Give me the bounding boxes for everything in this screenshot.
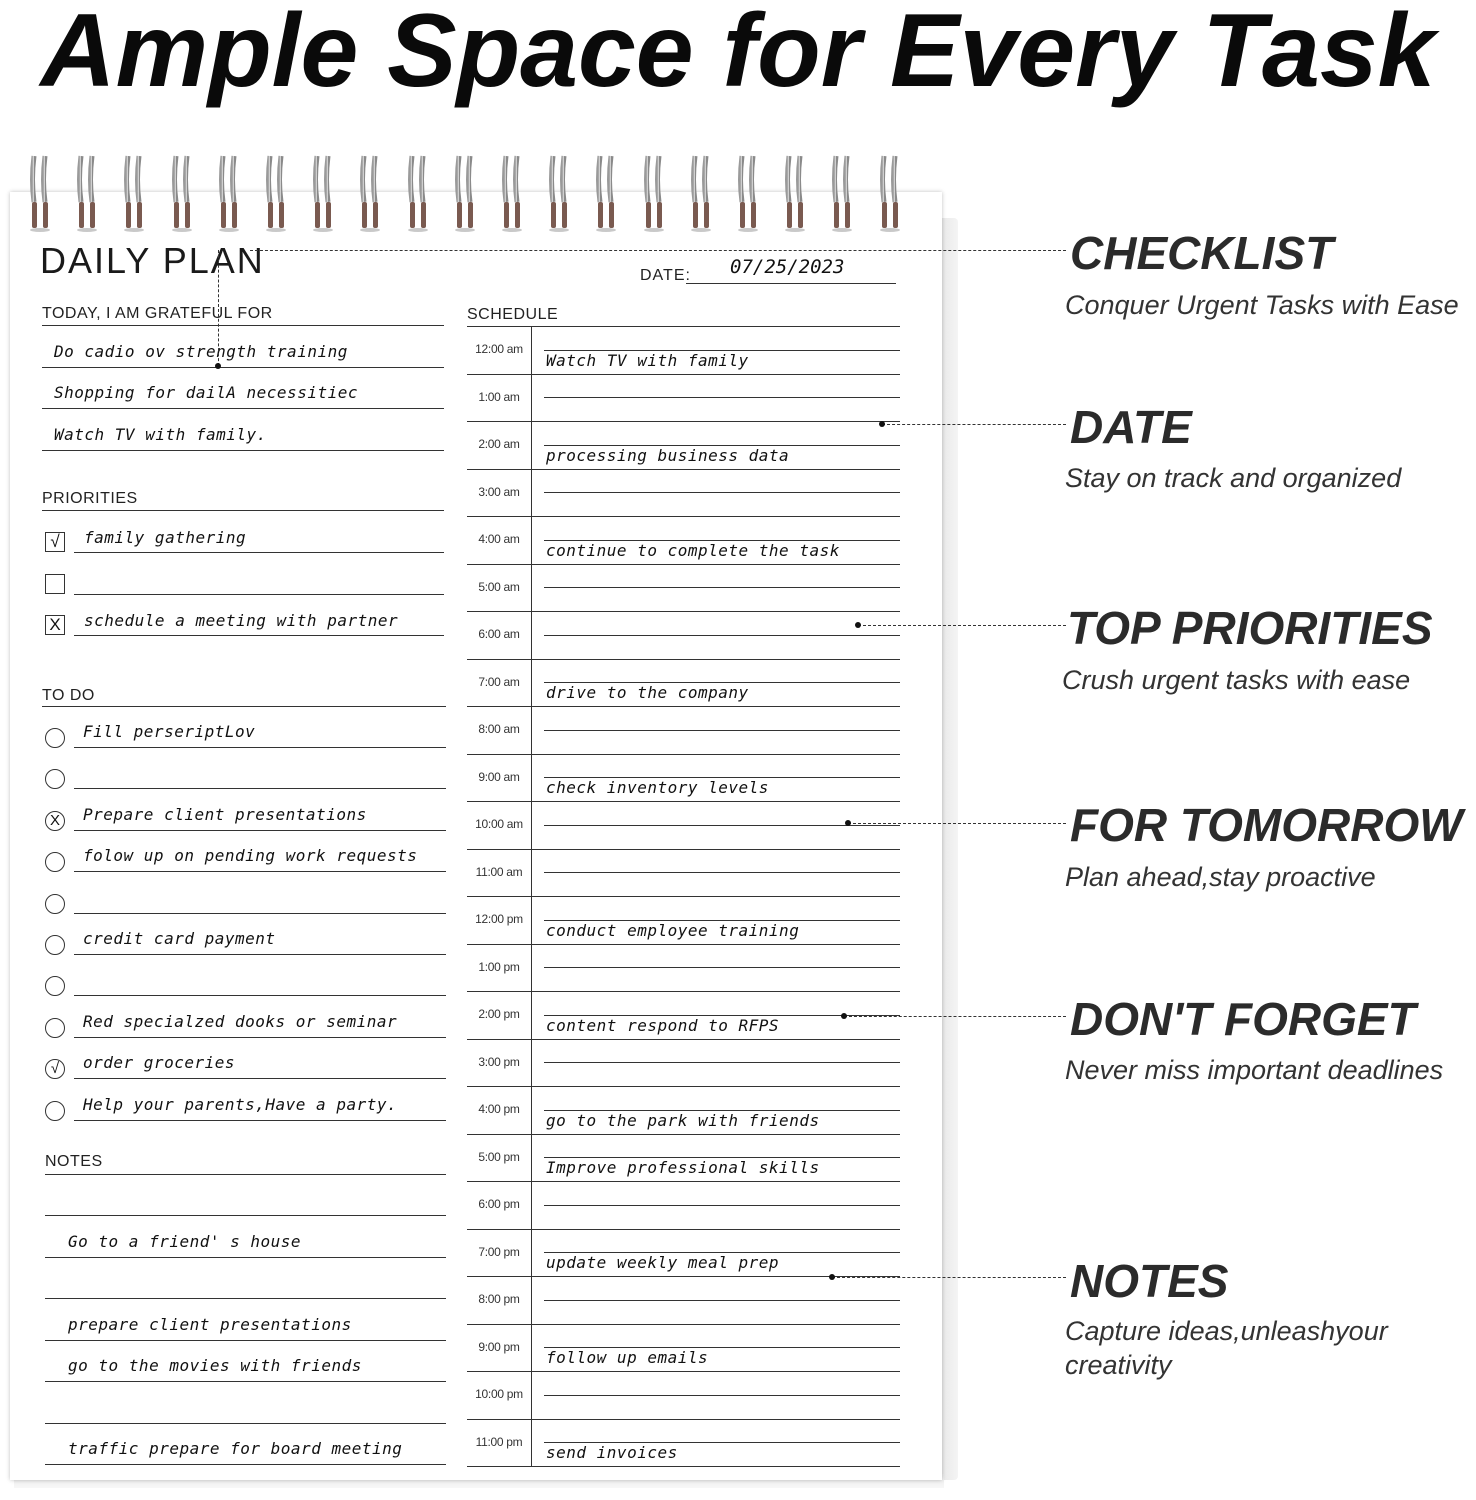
spiral-ring xyxy=(75,150,103,232)
priorities-label: PRIORITIES xyxy=(42,490,138,507)
schedule-hour-line xyxy=(467,1229,900,1230)
schedule-hour-line xyxy=(467,849,900,850)
spiral-ring xyxy=(830,150,858,232)
date-value: 07/25/2023 xyxy=(730,256,845,278)
planner-title: DAILY PLAN xyxy=(40,240,265,281)
schedule-entry: Improve professional skills xyxy=(546,1158,820,1177)
spiral-ring xyxy=(736,150,764,232)
todo-line xyxy=(74,1078,446,1079)
schedule-time: 6:00 am xyxy=(478,627,520,641)
schedule-label: SCHEDULE xyxy=(467,306,559,323)
todo-checkbox[interactable]: X xyxy=(45,811,65,831)
schedule-hour-line xyxy=(467,1086,900,1087)
todo-checkbox[interactable] xyxy=(45,935,65,955)
todo-line xyxy=(74,747,446,748)
schedule-hour-line xyxy=(467,421,900,422)
todo-line xyxy=(74,995,446,996)
todo-line xyxy=(74,913,446,914)
spiral-ring xyxy=(642,150,670,232)
schedule-entry: conduct employee training xyxy=(546,921,800,940)
callout-dot xyxy=(855,622,861,628)
callout-dot xyxy=(841,1013,847,1019)
notes-line xyxy=(45,1464,446,1465)
checklist-leader-vertical xyxy=(218,250,219,366)
notes-line xyxy=(45,1381,446,1382)
schedule-hour-line xyxy=(467,659,900,660)
callout-subtitle: Stay on track and organized xyxy=(1065,463,1402,493)
schedule-entry: Watch TV with family xyxy=(546,351,749,370)
schedule-hour-line xyxy=(467,896,900,897)
callout-subtitle: Crush urgent tasks with ease xyxy=(1062,665,1411,695)
callout-subtitle: Never miss important deadlines xyxy=(1065,1055,1444,1085)
callout-dot xyxy=(829,1274,835,1280)
schedule-time: 2:00 am xyxy=(478,437,520,451)
todo-header-line xyxy=(42,706,446,707)
grateful-line xyxy=(42,367,444,368)
grateful-item: Watch TV with family. xyxy=(54,425,267,444)
schedule-hour-line xyxy=(467,1134,900,1135)
priority-line xyxy=(74,594,444,595)
todo-checkbox[interactable] xyxy=(45,728,65,748)
todo-checkbox[interactable] xyxy=(45,769,65,789)
schedule-time: 11:00 am xyxy=(475,865,523,879)
schedule-time: 2:00 pm xyxy=(478,1007,520,1021)
grateful-item: Do cadio ov strength training xyxy=(54,342,348,361)
schedule-half-line xyxy=(544,492,900,493)
spiral-ring xyxy=(122,150,150,232)
callout-title: FOR TOMORROW xyxy=(1070,799,1463,851)
schedule-entry: update weekly meal prep xyxy=(546,1253,780,1272)
schedule-hour-line xyxy=(467,1039,900,1040)
callout-leader-line xyxy=(844,1016,1066,1017)
notes-item: prepare client presentations xyxy=(68,1315,352,1334)
schedule-hour-line xyxy=(467,1466,900,1467)
schedule-entry: send invoices xyxy=(546,1443,678,1462)
schedule-entry: go to the park with friends xyxy=(546,1111,820,1130)
schedule-time: 9:00 pm xyxy=(478,1340,520,1354)
schedule-time: 5:00 am xyxy=(478,580,520,594)
schedule-hour-line xyxy=(467,991,900,992)
notes-line xyxy=(45,1215,446,1216)
notes-line xyxy=(45,1423,446,1424)
schedule-half-line xyxy=(544,635,900,636)
todo-item: folow up on pending work requests xyxy=(83,846,418,865)
schedule-time: 8:00 pm xyxy=(478,1292,520,1306)
todo-checkbox[interactable] xyxy=(45,976,65,996)
schedule-half-line xyxy=(544,397,900,398)
spiral-ring xyxy=(878,150,906,232)
callout-dot xyxy=(845,820,851,826)
grateful-line xyxy=(42,450,444,451)
schedule-hour-line xyxy=(467,1181,900,1182)
spiral-ring xyxy=(406,150,434,232)
todo-label: TO DO xyxy=(42,687,95,704)
priority-checkbox[interactable] xyxy=(45,574,65,594)
grateful-line xyxy=(42,408,444,409)
spiral-ring xyxy=(358,150,386,232)
schedule-half-line xyxy=(544,1395,900,1396)
callout-leader-line xyxy=(858,625,1066,626)
todo-line xyxy=(74,871,446,872)
callout-leader-line xyxy=(848,823,1066,824)
callout-dot xyxy=(879,421,885,427)
todo-line xyxy=(74,1037,446,1038)
spiral-ring xyxy=(311,150,339,232)
todo-item: Fill perseriptLov xyxy=(83,722,256,741)
spiral-ring xyxy=(594,150,622,232)
priority-checkbox[interactable]: X xyxy=(45,615,65,635)
spiral-ring xyxy=(453,150,481,232)
schedule-hour-line xyxy=(467,1371,900,1372)
spiral-ring xyxy=(28,150,56,232)
notes-item: Go to a friend' s house xyxy=(68,1232,302,1251)
schedule-hour-line xyxy=(467,469,900,470)
schedule-time: 12:00 pm xyxy=(475,912,523,926)
schedule-half-line xyxy=(544,1062,900,1063)
callout-subtitle: Plan ahead,stay proactive xyxy=(1065,862,1376,892)
schedule-entry: check inventory levels xyxy=(546,778,769,797)
schedule-hour-line xyxy=(467,754,900,755)
schedule-hour-line xyxy=(467,516,900,517)
grateful-header-line xyxy=(42,325,444,326)
schedule-time: 6:00 pm xyxy=(478,1197,520,1211)
notes-item: go to the movies with friends xyxy=(68,1356,362,1375)
schedule-time: 7:00 am xyxy=(478,675,520,689)
todo-item: Prepare client presentations xyxy=(83,805,367,824)
schedule-hour-line xyxy=(467,1324,900,1325)
date-label: DATE: xyxy=(640,267,691,284)
schedule-time: 8:00 am xyxy=(478,722,520,736)
schedule-half-line xyxy=(544,1300,900,1301)
schedule-time: 12:00 am xyxy=(475,342,523,356)
callout-title: DON'T FORGET xyxy=(1070,993,1416,1045)
spiral-ring xyxy=(264,150,292,232)
schedule-entry: follow up emails xyxy=(546,1348,709,1367)
checklist-dot xyxy=(215,363,221,369)
schedule-half-line xyxy=(544,730,900,731)
schedule-time: 4:00 pm xyxy=(478,1102,520,1116)
schedule-half-line xyxy=(544,967,900,968)
callout-leader-line xyxy=(250,250,1066,251)
spiral-ring xyxy=(547,150,575,232)
callout-title: NOTES xyxy=(1070,1255,1229,1307)
callout-subtitle: Capture ideas,unleashyour creativity xyxy=(1065,1316,1388,1380)
notes-label: NOTES xyxy=(45,1153,103,1170)
priority-line xyxy=(74,635,444,636)
notes-line xyxy=(45,1298,446,1299)
schedule-hour-line xyxy=(467,611,900,612)
schedule-time: 7:00 pm xyxy=(478,1245,520,1259)
priority-item: schedule a meeting with partner xyxy=(84,611,399,630)
callout-leader-line xyxy=(832,1277,1066,1278)
schedule-hour-line xyxy=(467,801,900,802)
schedule-time: 9:00 am xyxy=(478,770,520,784)
todo-item: Red specialzed dooks or seminar xyxy=(83,1012,398,1031)
callout-title: CHECKLIST xyxy=(1070,227,1334,279)
schedule-time: 1:00 am xyxy=(478,390,520,404)
spiral-ring xyxy=(783,150,811,232)
schedule-time: 10:00 pm xyxy=(475,1387,523,1401)
grateful-label: TODAY, I AM GRATEFUL FOR xyxy=(42,305,273,322)
notes-item: traffic prepare for board meeting xyxy=(68,1439,403,1458)
schedule-time: 1:00 pm xyxy=(478,960,520,974)
todo-item: Help your parents,Have a party. xyxy=(83,1095,398,1114)
schedule-half-line xyxy=(544,587,900,588)
todo-checkbox[interactable] xyxy=(45,1101,65,1121)
spiral-ring xyxy=(217,150,245,232)
todo-item: credit card payment xyxy=(83,929,276,948)
callout-title: DATE xyxy=(1070,401,1192,453)
schedule-hour-line xyxy=(467,564,900,565)
todo-line xyxy=(74,1120,446,1121)
notes-line xyxy=(45,1340,446,1341)
todo-checkbox[interactable] xyxy=(45,1018,65,1038)
date-line xyxy=(686,283,896,284)
headline: Ample Space for Every Task xyxy=(40,0,1436,109)
callout-title: TOP PRIORITIES xyxy=(1067,602,1433,654)
todo-checkbox[interactable] xyxy=(45,852,65,872)
schedule-entry: content respond to RFPS xyxy=(546,1016,780,1035)
grateful-item: Shopping for dailA necessitiec xyxy=(54,383,358,402)
schedule-half-line xyxy=(544,1205,900,1206)
priority-line xyxy=(74,552,444,553)
schedule-hour-line xyxy=(467,374,900,375)
notes-line xyxy=(45,1257,446,1258)
schedule-hour-line xyxy=(467,706,900,707)
spiral-ring xyxy=(170,150,198,232)
priorities-header-line xyxy=(42,510,444,511)
schedule-time: 4:00 am xyxy=(478,532,520,546)
spiral-ring xyxy=(689,150,717,232)
schedule-hour-line xyxy=(467,944,900,945)
todo-line xyxy=(74,830,446,831)
schedule-entry: continue to complete the task xyxy=(546,541,840,560)
schedule-time: 10:00 am xyxy=(475,817,523,831)
todo-checkbox[interactable] xyxy=(45,894,65,914)
schedule-time: 11:00 pm xyxy=(475,1435,523,1449)
todo-checkbox[interactable]: √ xyxy=(45,1059,65,1079)
callout-subtitle: Conquer Urgent Tasks with Ease xyxy=(1065,290,1459,320)
schedule-time: 3:00 am xyxy=(478,485,520,499)
schedule-entry: processing business data xyxy=(546,446,790,465)
schedule-time: 5:00 pm xyxy=(478,1150,520,1164)
schedule-entry: drive to the company xyxy=(546,683,749,702)
notes-header-line xyxy=(45,1174,446,1175)
schedule-hour-line xyxy=(467,1419,900,1420)
todo-item: order groceries xyxy=(83,1053,235,1072)
todo-line xyxy=(74,954,446,955)
callout-leader-line xyxy=(882,424,1066,425)
schedule-time: 3:00 pm xyxy=(478,1055,520,1069)
priority-checkbox[interactable]: √ xyxy=(45,532,65,552)
spiral-ring xyxy=(500,150,528,232)
priority-item: family gathering xyxy=(84,528,247,547)
todo-line xyxy=(74,788,446,789)
schedule-half-line xyxy=(544,872,900,873)
